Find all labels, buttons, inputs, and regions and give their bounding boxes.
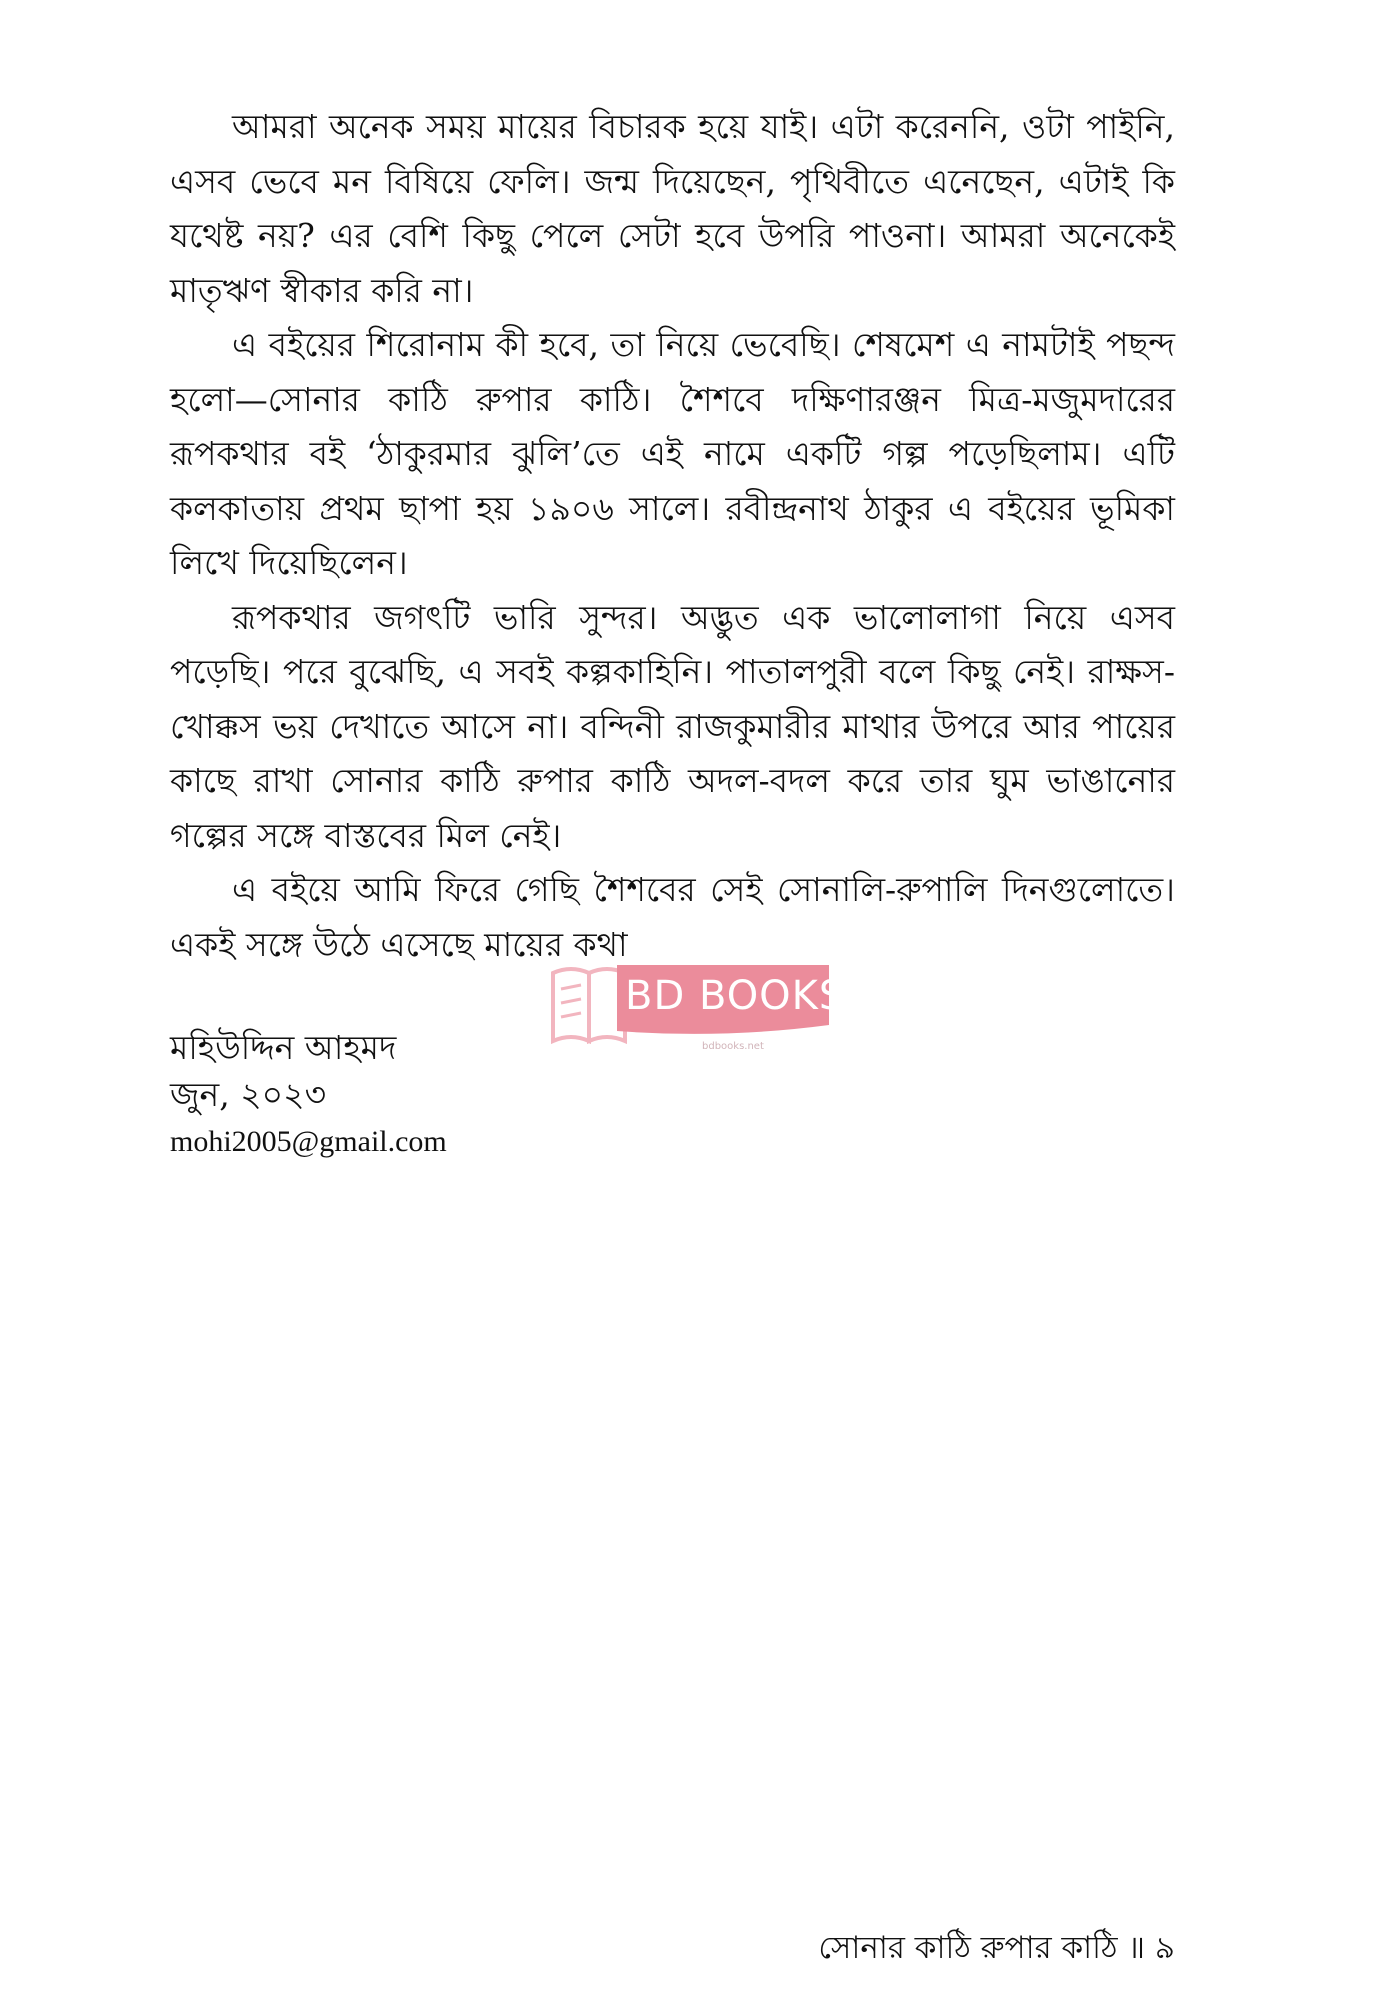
paragraph: এ বইয়ের শিরোনাম কী হবে, তা নিয়ে ভেবেছি। শেষমেশ এ নামটাই পছন্দ হলো—সোনার কাঠি রুপার কাঠি। শৈশবে দক্ষিণারঞ্জন মিত্র-মজুমদারের রূপকথার বই ‘ঠাকুরমার ঝুলি’তে এই নামে একটি গল্প পড়েছিলাম। এটি কলকাতায় প্রথম ছাপা হয় ১৯০৬ সালে। রবীন্দ্রনাথ ঠাকুর এ বইয়ের ভূমিকা লিখে দিয়েছিলেন।: [170, 325, 1175, 582]
body-text: [170, 100, 1175, 972]
paragraph: আমরা অনেক সময় মায়ের বিচারক হয়ে যাই। এটা করেননি, ওটা পাইনি, এসব ভেবে মন বিষিয়ে ফেলি। জন্ম দিয়েছেন, পৃথিবীতে এনেছেন, এটাই কি যথেষ্ট নয়? এর বেশি কিছু পেলে সেটা হবে উপরি পাওনা। আমরা অনেকেই মাতৃঋণ স্বীকার করি না।: [170, 107, 1175, 310]
running-title: সোনার কাঠি রুপার কাঠি: [818, 1930, 1118, 1966]
page-footer: [818, 1928, 1175, 1968]
watermark-subtext: bdbooks.net: [702, 1041, 764, 1052]
author-email: mohi2005@gmail.com: [170, 1125, 447, 1158]
signature-block: [170, 1024, 770, 1165]
paragraph: রূপকথার জগৎটি ভারি সুন্দর। অদ্ভুত এক ভালোলাগা নিয়ে এসব পড়েছি। পরে বুঝেছি, এ সবই কল্পকাহিনি। পাতালপুরী বলে কিছু নেই। রাক্ষস-খোক্কস ভয় দেখাতে আসে না। বন্দিনী রাজকুমারীর মাথার উপরে আর পায়ের কাছে রাখা সোনার কাঠি রুপার কাঠি অদল-বদল করে তার ঘুম ভাঙানোর গল্পের সঙ্গে বাস্তবের মিল নেই।: [170, 597, 1175, 855]
signature-date: জুন, ২০২৩: [170, 1075, 327, 1114]
footer-separator: ॥: [1127, 1930, 1146, 1966]
paragraph: এ বইয়ে আমি ফিরে গেছি শৈশবের সেই সোনালি-রুপালি দিনগুলোতে। একই সঙ্গে উঠে এসেছে মায়ের কথা: [170, 870, 1175, 964]
author-name: মহিউদ্দিন আহমদ: [170, 1028, 397, 1067]
page-number: ৯: [1154, 1930, 1175, 1966]
watermark-text: BD BOOKS: [625, 973, 846, 1019]
